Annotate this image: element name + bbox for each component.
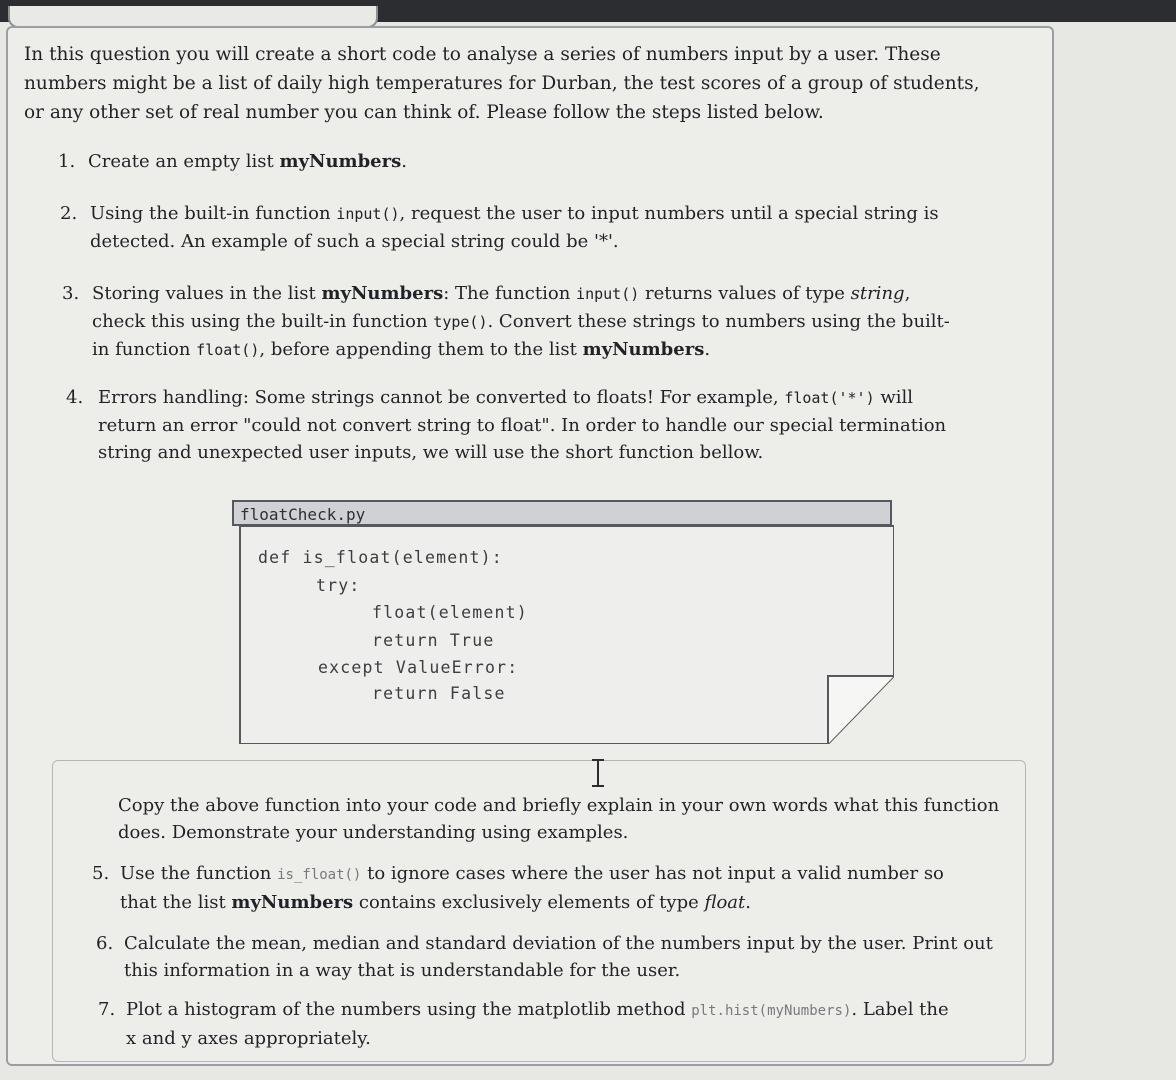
step-text: that the list [120, 892, 232, 913]
top-tab-outline [8, 6, 378, 28]
intro-line-2: numbers might be a list of daily high temperatures for Durban, the test scores of a group of students, [24, 73, 980, 94]
note-text: does. Demonstrate your understanding using examples. [118, 822, 629, 843]
step-text: . [401, 151, 407, 172]
step-text: , before appending them to the list [259, 339, 583, 360]
step-text: contains exclusively elements of type [353, 892, 705, 913]
step-number: 2. [60, 203, 78, 224]
inline-code: float() [196, 341, 260, 359]
type-name: float [704, 892, 746, 913]
step-text: this information in a way that is understandable for the user. [124, 960, 681, 981]
step-text: Errors handling: Some strings cannot be converted to floats! For example, [98, 387, 785, 408]
list-name: myNumbers [582, 339, 705, 360]
list-name: myNumbers [231, 892, 354, 913]
step-text: . [704, 339, 711, 360]
step-text: : The function [443, 283, 577, 304]
step-number: 1. [58, 151, 76, 172]
step-4 [66, 384, 1066, 466]
step-text: will [874, 387, 914, 408]
code-box-outline [232, 500, 894, 744]
step-text: check this using the built-in function [92, 311, 434, 332]
step-text: , request the user to input numbers until a special string is [399, 203, 939, 224]
step-text: to ignore cases where the user has not input a valid number so [361, 863, 944, 884]
step-3 [62, 280, 1062, 364]
code-line: try: [316, 576, 361, 595]
step-text: string and unexpected user inputs, we will use the short function bellow. [98, 442, 764, 463]
inline-code: input() [336, 205, 400, 223]
inline-code: type() [433, 313, 488, 331]
inline-code: plt.hist(myNumbers) [691, 1003, 852, 1019]
code-filename: floatCheck.py [232, 500, 892, 526]
step-text: x and y axes appropriately. [126, 1028, 371, 1049]
step-number: 4. [66, 387, 84, 408]
step-text: Create an empty list [88, 151, 280, 172]
code-line: float(element) [372, 603, 528, 622]
step-text: , [904, 283, 911, 304]
code-line: except ValueError: [318, 658, 519, 677]
step-text: . Label the [851, 999, 949, 1020]
step-text: Plot a histogram of the numbers using the matplotlib method [126, 999, 692, 1020]
step-text: Use the function [120, 863, 278, 884]
step-text: Storing values in the list [92, 283, 322, 304]
step-6 [96, 930, 1036, 984]
step-text: Using the built-in function [90, 203, 337, 224]
step-text: in function [92, 339, 197, 360]
step-2 [60, 200, 1060, 255]
copy-note [118, 792, 1038, 846]
step-text: . [745, 892, 752, 913]
intro-paragraph [24, 40, 1054, 127]
list-name: myNumbers [321, 283, 444, 304]
step-text: returns values of type [639, 283, 851, 304]
code-line: return False [372, 684, 506, 703]
intro-line-3: or any other set of real number you can think of. Please follow the steps listed below. [24, 102, 824, 123]
step-number: 5. [92, 863, 110, 884]
list-name: myNumbers [279, 151, 402, 172]
step-7 [98, 996, 1038, 1052]
note-text: Copy the above function into your code and briefly explain in your own words what this function [118, 795, 1000, 816]
step-text: return an error "could not convert string to float". In order to handle our special termination [98, 415, 947, 436]
inline-code: input() [576, 285, 640, 303]
step-text: . Convert these strings to numbers using the built- [487, 311, 950, 332]
step-text: Calculate the mean, median and standard deviation of the numbers input by the user. Print out [124, 933, 993, 954]
code-panel [232, 500, 894, 744]
type-name: string [850, 283, 905, 304]
step-number: 3. [62, 283, 80, 304]
step-number: 6. [96, 933, 114, 954]
step-text: detected. An example of such a special string could be '*'. [90, 231, 619, 252]
intro-line-1: In this question you will create a short code to analyse a series of numbers input by a user. These [24, 44, 941, 65]
text-cursor-icon [590, 758, 606, 788]
inline-code: is_float() [277, 867, 362, 883]
step-1 [58, 148, 1058, 175]
inline-code: float('*') [784, 389, 875, 407]
step-5 [92, 860, 1032, 916]
code-line: def is_float(element): [258, 548, 503, 567]
code-line: return True [372, 631, 495, 650]
step-number: 7. [98, 999, 116, 1020]
